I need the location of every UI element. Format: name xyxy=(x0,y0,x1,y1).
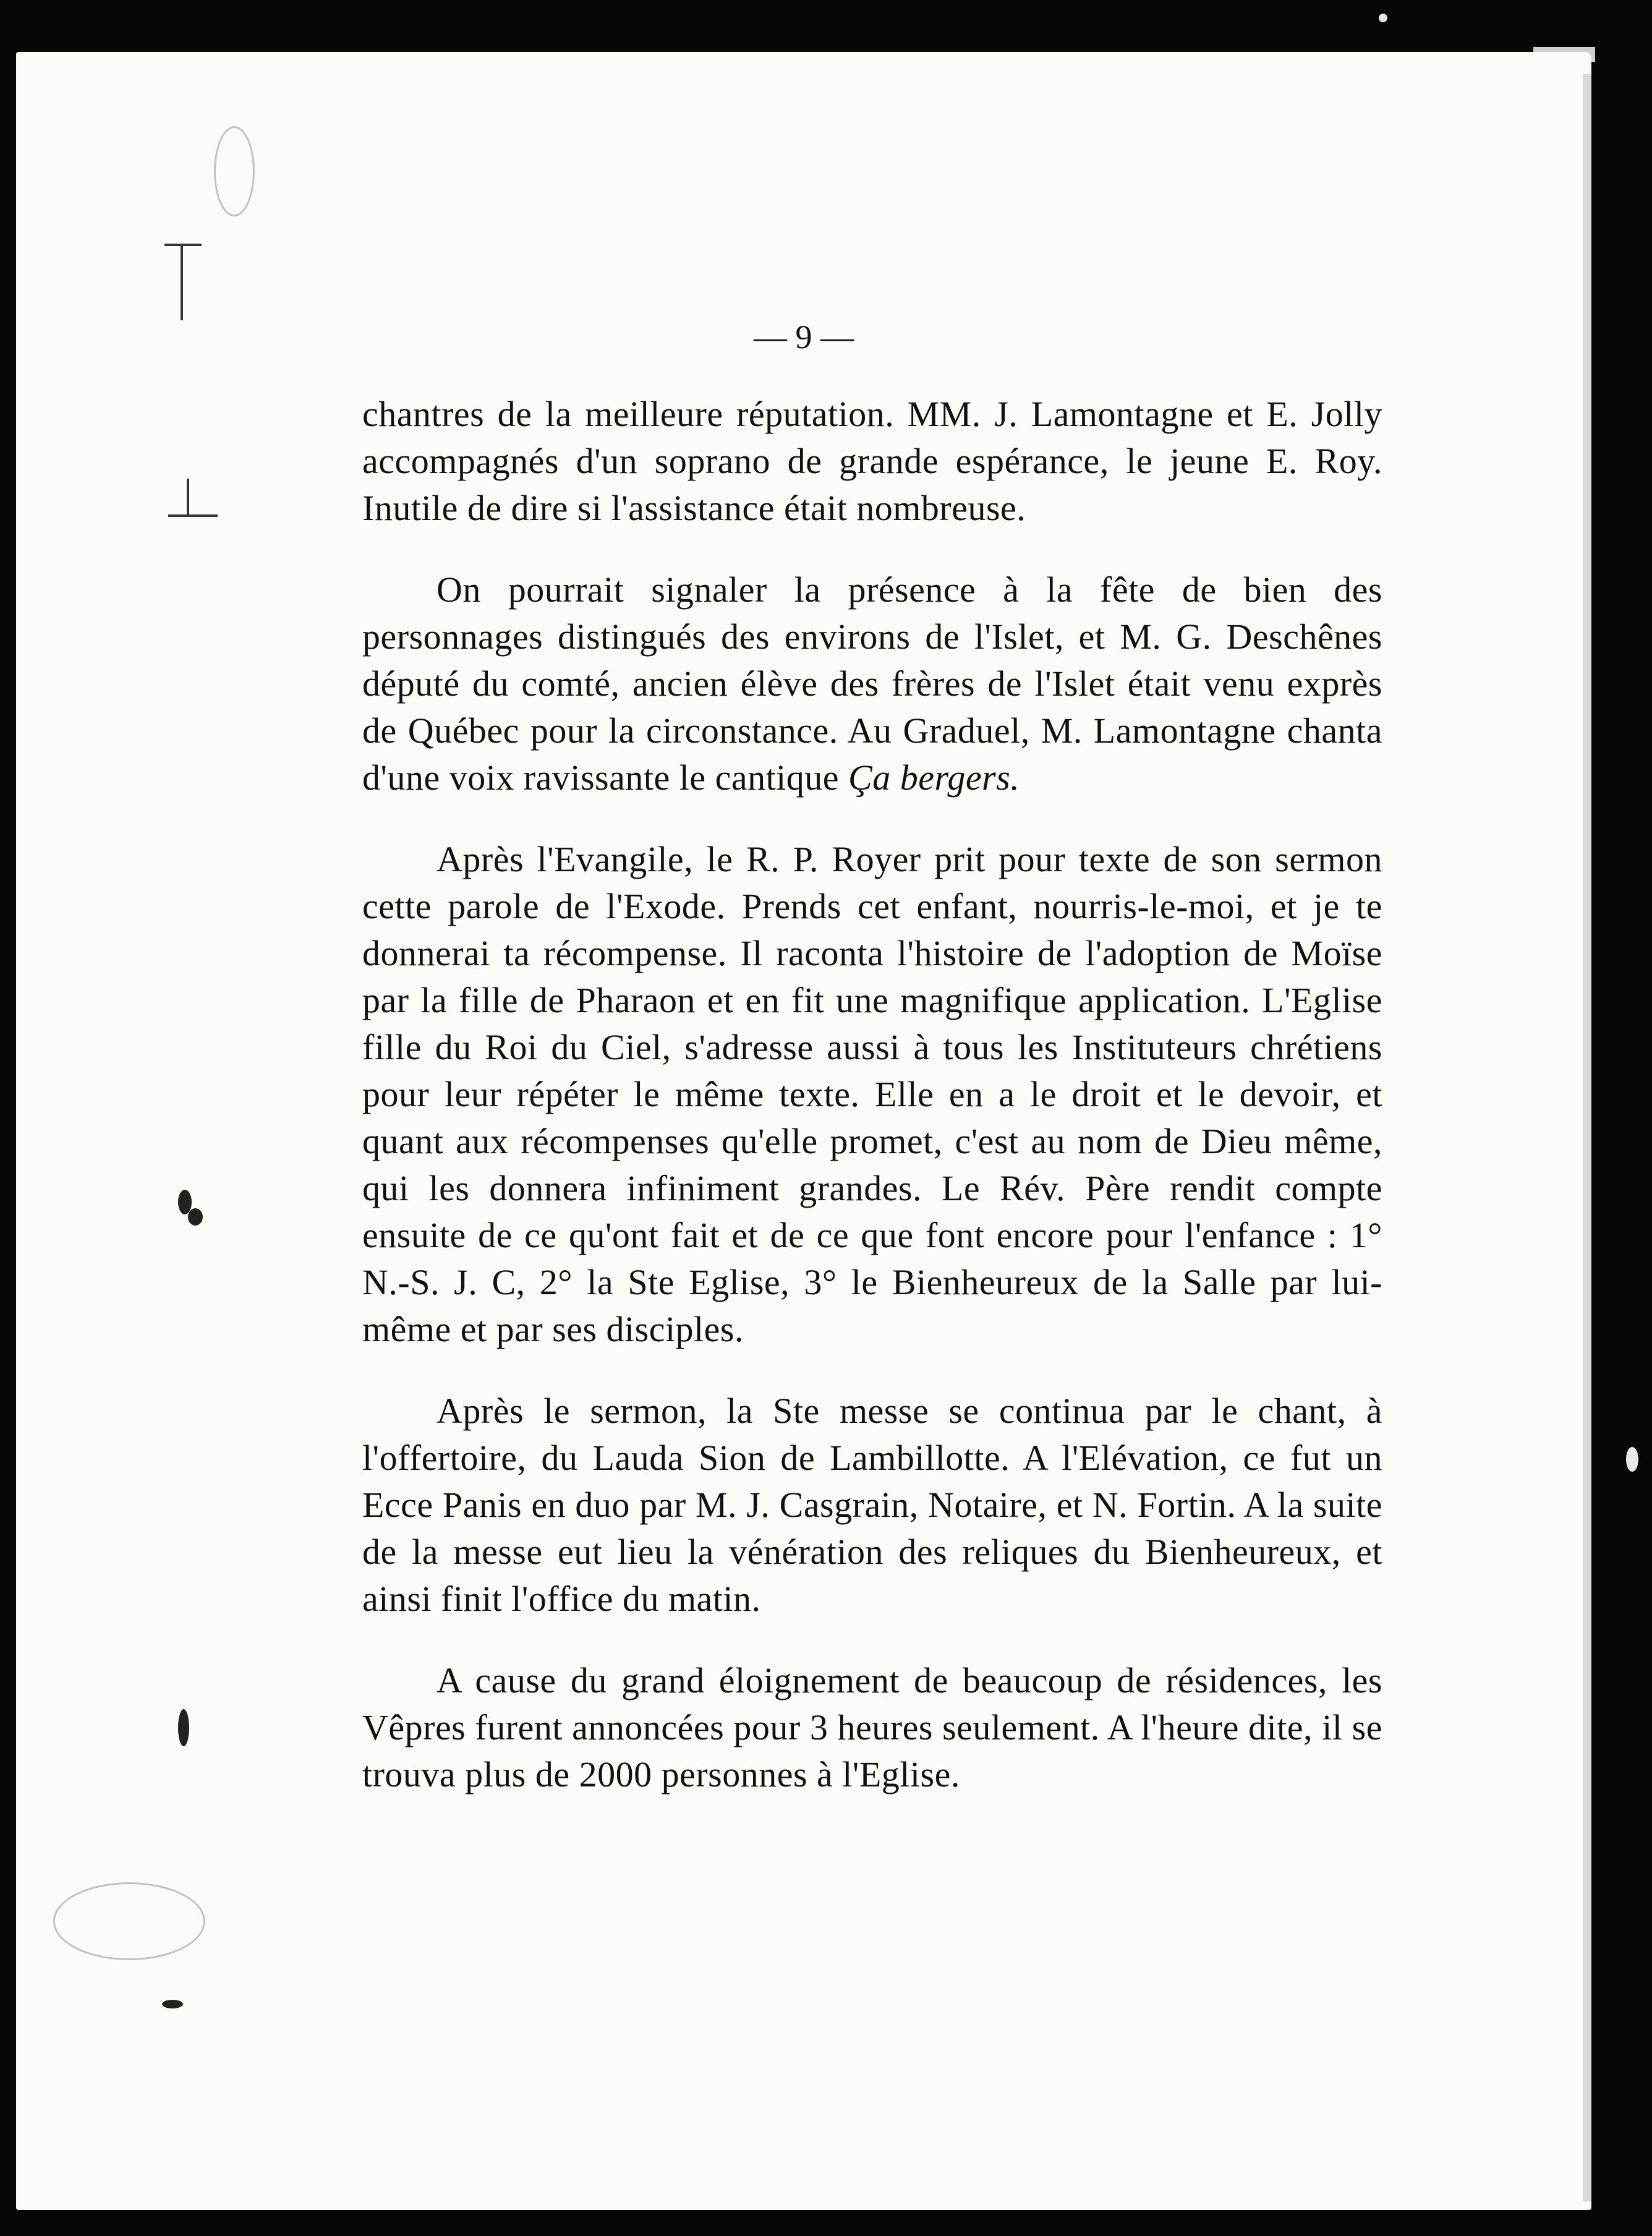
paragraph-3-text: Après l'Evangile, le R. P. Royer prit pour texte de son sermon cette parole de l'Exode. Prends cet enfant, nourris-le-moi, et je te donnerai ta récompense. Il raconta l'histoire de l'adoption de Moïse par la fille de Pharaon et en fit une magnifique application. L'Eglise fille du Roi du Ciel, s'adresse aussi à tous les Instituteurs chrétiens pour leur répéter le même texte. Elle en a le droit et le devoir, et quant aux récompenses qu'elle promet, c'est au nom de Dieu même, qui les donnera infiniment grandes. Le Rév. Père rendit compte ensuite de ce qu'ont fait et de ce que font encore pour l'enfance : 1° N.-S. J. C, 2° la Ste Eglise, 3° le Bienheureux de la Salle par lui-même et par ses disciples. xyxy=(362,839,1382,1349)
scanned-page xyxy=(16,52,1591,2210)
paragraph-5-text: A cause du grand éloignement de beaucoup de résidences, les Vêpres furent annoncées pour 3 heures seulement. A l'heure dite, il se trouva plus de 2000 personnes à l'Eglise. xyxy=(362,1660,1382,1794)
paragraph-1 xyxy=(362,391,1382,532)
margin-tick-mark xyxy=(181,246,183,320)
paragraph-2-italic-title: Ça bergers. xyxy=(848,757,1020,798)
paragraph-5 xyxy=(362,1657,1382,1798)
margin-ink-blot xyxy=(178,1709,189,1746)
margin-tick-mark xyxy=(187,479,189,516)
body-text xyxy=(362,391,1382,1833)
margin-ink-blot xyxy=(188,1208,203,1226)
paragraph-2 xyxy=(362,566,1382,801)
faint-scan-squiggle xyxy=(53,1882,205,1960)
page-number: — 9 — xyxy=(754,318,854,356)
page-edge-shadow xyxy=(1583,74,1591,2201)
edge-speck xyxy=(1626,1447,1638,1472)
margin-tick-mark xyxy=(164,244,202,246)
paragraph-3 xyxy=(362,836,1382,1353)
faint-scan-squiggle xyxy=(214,126,255,216)
paragraph-4 xyxy=(362,1388,1382,1623)
edge-speck xyxy=(1379,14,1387,22)
margin-ink-blot xyxy=(162,2000,183,2008)
paragraph-2-text: On pourrait signaler la présence à la fête de bien des personnages distingués des environs de l'Islet, et M. G. Deschênes député du comté, ancien élève des frères de l'Islet était venu exprès de Québec pour la circonstance. Au Graduel, M. Lamontagne chanta d'une voix ravissante le cantique xyxy=(362,570,1382,798)
paragraph-1-text: chantres de la meilleure réputation. MM. J. Lamontagne et E. Jolly accompagnés d'un soprano de grande espérance, le jeune E. Roy. Inutile de dire si l'assistance était nombreuse. xyxy=(362,394,1382,528)
margin-tick-mark xyxy=(168,514,218,517)
paragraph-4-text: Après le sermon, la Ste messe se continua par le chant, à l'offertoire, du Lauda Sion de Lambillotte. A l'Elévation, ce fut un Ecce Panis en duo par M. J. Casgrain, Notaire, et N. Fortin. A la suite de la messe eut lieu la vénération des reliques du Bienheureux, et ainsi finit l'office du matin. xyxy=(362,1391,1382,1619)
